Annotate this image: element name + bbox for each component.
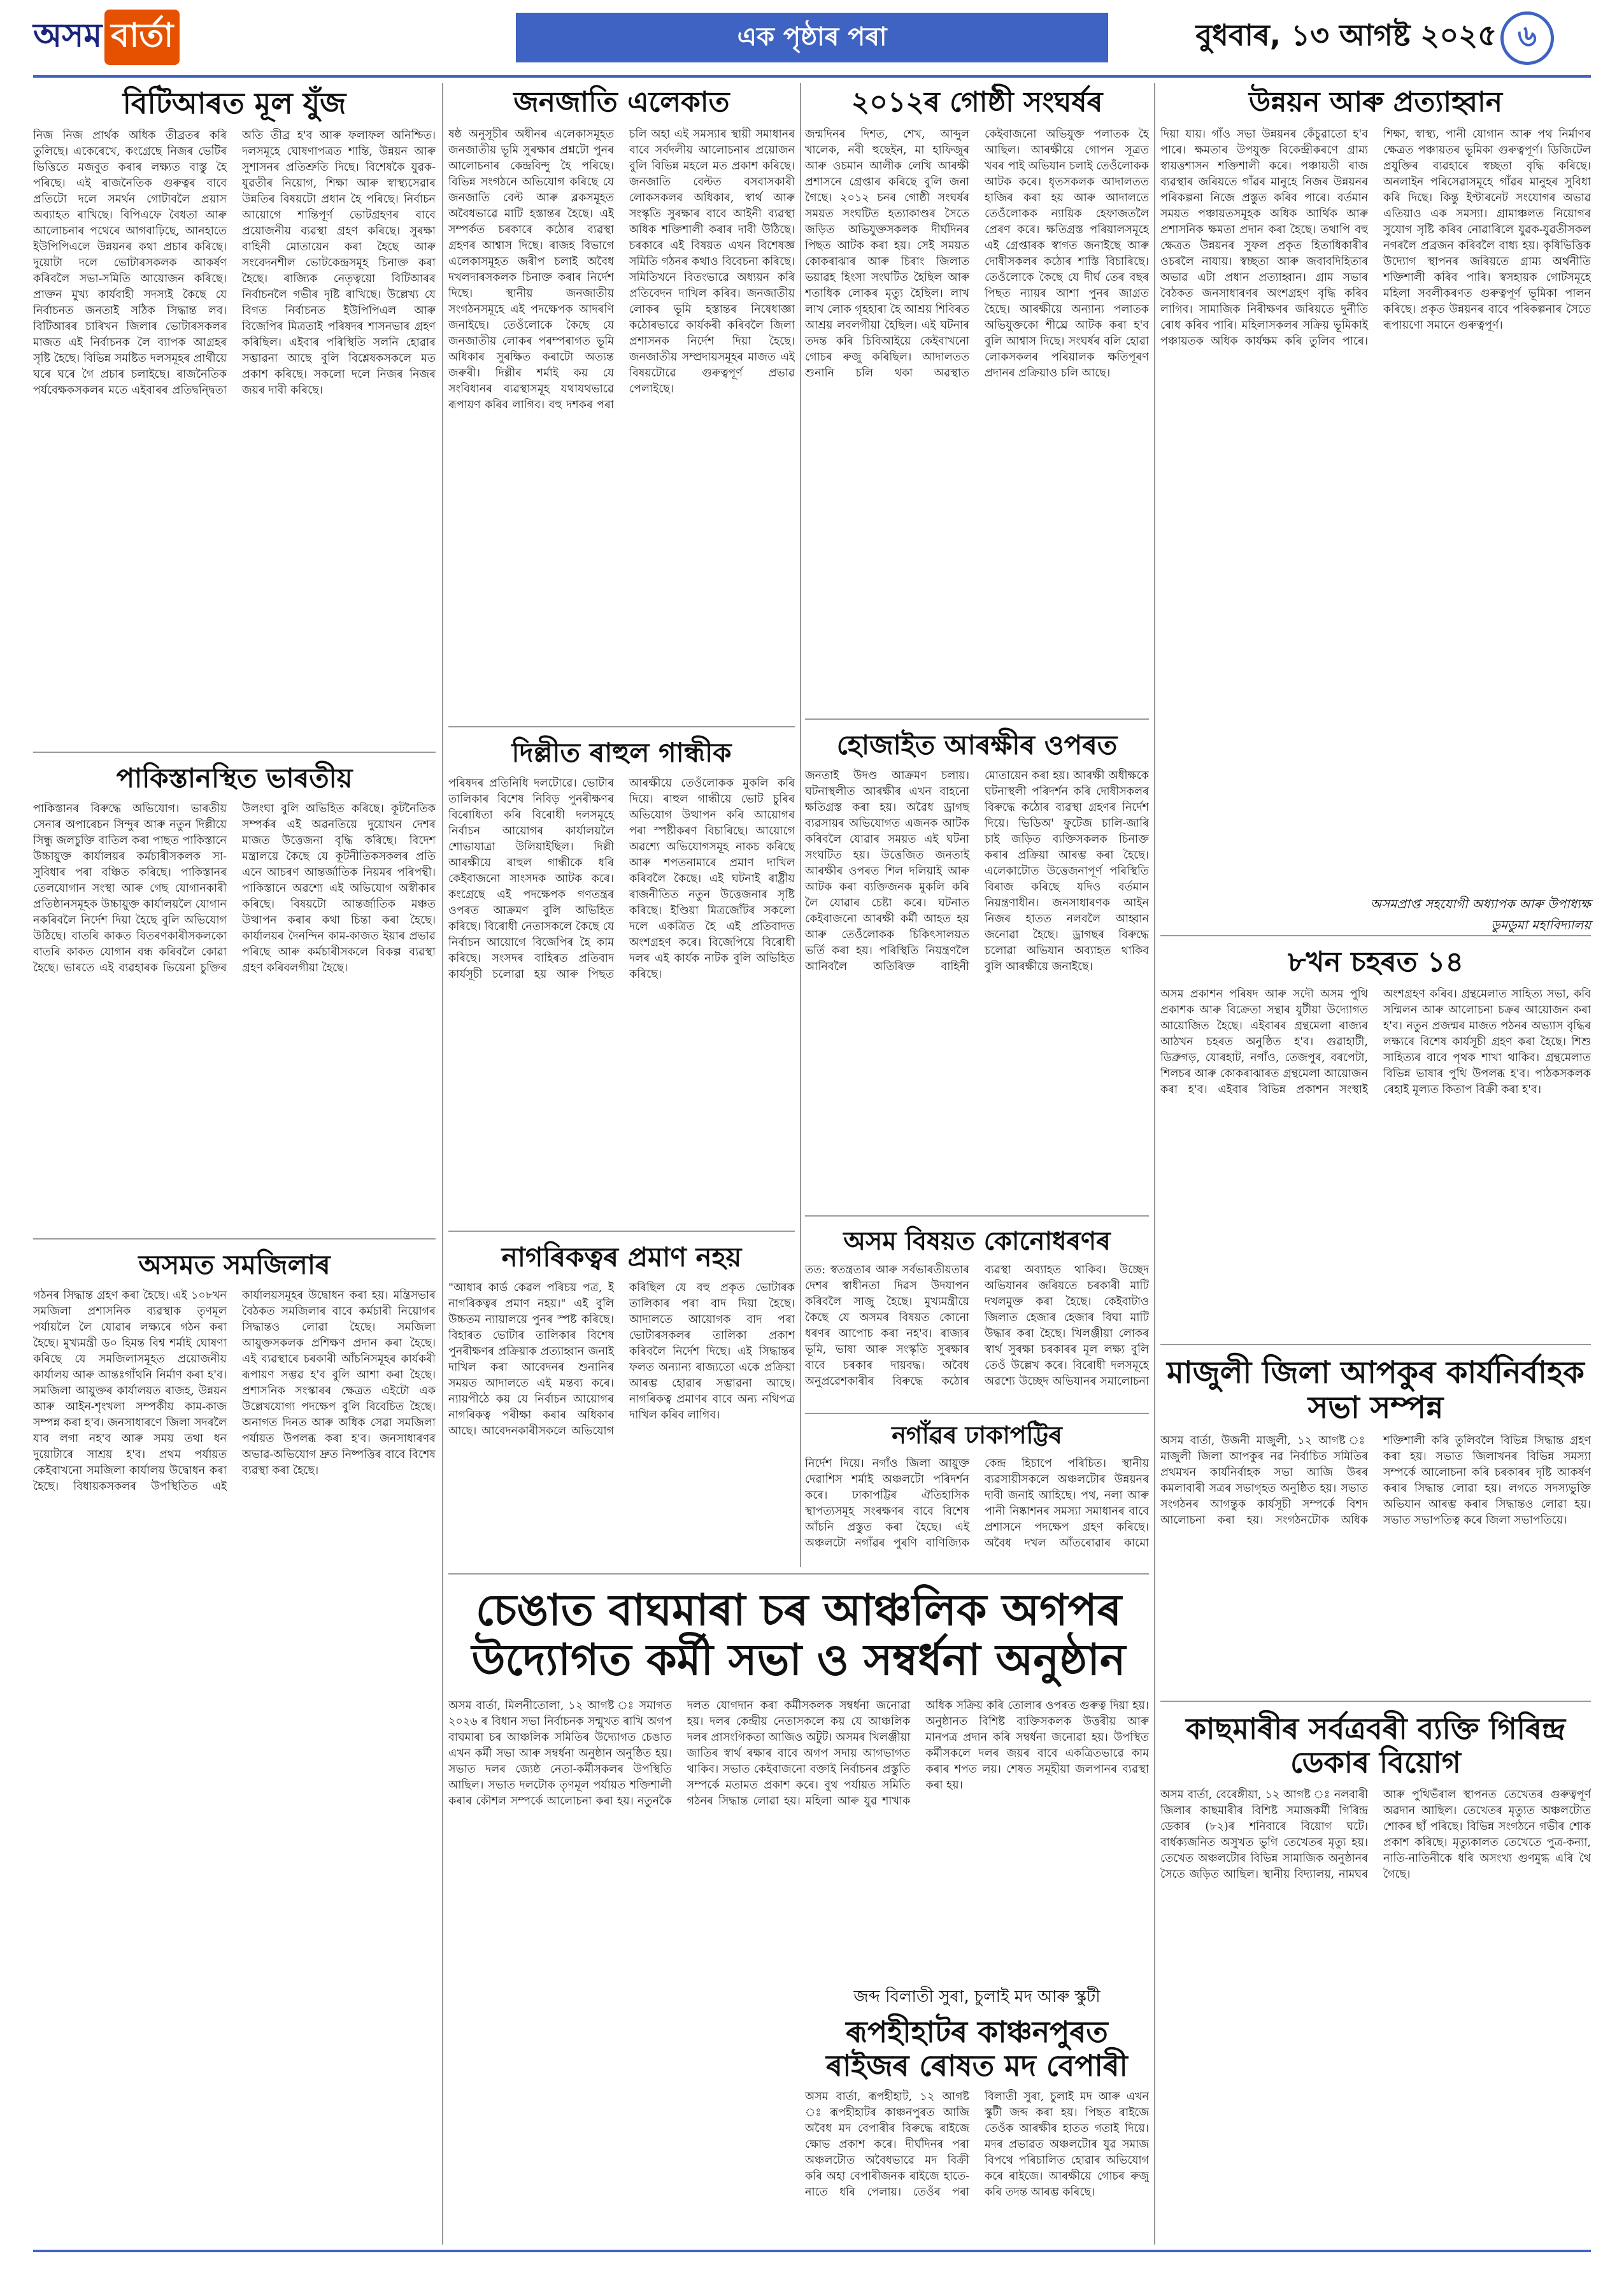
divider [805,718,1149,720]
author-credit-college: ডুমডুমা মহাবিদ্যালয় [1491,917,1591,932]
headline: হোজাইত আৰক্ষীৰ ওপৰত [836,729,1118,761]
article-body: জনতাই উদণ্ড আক্ৰমণ চলায়। ঘটনাস্থলীত আৰক্ষীৰ এখন বাহনো ক্ষতিগ্ৰস্ত কৰা হয়। অৱৈধ ড্ৰাগছ ব্যৱসায়ৰ অভিযোগত এজনক আটক কৰিবলৈ যোৱাৰ সময়ত এই ঘটনা সংঘটিত হয়। উত্তেজিত জনতাই আৰক্ষীৰ ওপৰত শিল দলিয়াই আৰু আটক কৰা ব্যক্তিজনক মুকলি কৰি লৈ যোৱাৰ চেষ্টা কৰে। ঘটনাত কেইবাজনো আৰক্ষী কৰ্মী আহত হয় আৰু তেওঁলোকক চিকিৎসালয়ত ভৰ্তি কৰা হয়। পৰিস্থিতি নিয়ন্ত্ৰণলৈ আনিবলৈ অতিৰিক্ত বাহিনী মোতায়েন কৰা হয়। আৰক্ষী অধীক্ষকে ঘটনাস্থলী পৰিদৰ্শন কৰি দোষীসকলৰ বিৰুদ্ধে কঠোৰ ব্যৱস্থা গ্ৰহণৰ নিৰ্দেশ দিয়ে। ভিডিঅ' ফুটেজ চালি-জাৰি চাই জড়িত ব্যক্তিসকলক চিনাক্ত কৰাৰ প্ৰক্ৰিয়া আৰম্ভ কৰা হৈছে। এলেকাটোত উত্তেজনাপূৰ্ণ পৰিস্থিতি বিৰাজ কৰিছে যদিও বৰ্তমান নিয়ন্ত্ৰণাধীন। জনসাধাৰণক আইন নিজৰ হাতত নলবলৈ আহ্বান জনোৱা হৈছে। ড্ৰাগছৰ বিৰুদ্ধে চলোৱা অভিযান অব্যাহত থাকিব বুলি আৰক্ষীয়ে জনাইছে। [805,769,1149,974]
article-rupahihat [805,1981,1149,2245]
masthead [0,0,1624,75]
headline: অসমত সমজিলাৰ [138,1249,331,1280]
headline: জনজাতি এলেকাত [513,86,730,118]
author-credit-role: অসমপ্ৰাপ্ত সহযোগী অধ্যাপক আৰু উপাধ্যক্ষ [1370,896,1591,911]
page-number: ৬ [1500,11,1554,65]
article-janajati [448,83,795,720]
footer-rule [33,2250,1591,2252]
article-body: অসম প্ৰকাশন পৰিষদ আৰু সদৌ অসম পুথি প্ৰকাশক আৰু বিক্ৰেতা সন্থাৰ যুটীয়া উদ্যোগত আয়োজিত হৈছে। এইবাৰৰ গ্ৰন্থমেলা ৰাজ্যৰ আঠখন চহৰত অনুষ্ঠিত হ'ব। গুৱাহাটী, ডিব্ৰুগড়, যোৰহাট, নগাঁও, তেজপুৰ, বৰপেটা, শিলচৰ আৰু কোকৰাঝাৰত গ্ৰন্থমেলা আয়োজন কৰা হ'ব। এইবাৰ বিভিন্ন প্ৰকাশন সংস্থাই অংশগ্ৰহণ কৰিব। গ্ৰন্থমেলাত সাহিত্য সভা, কবি সন্মিলন আৰু আলোচনা চক্ৰৰ আয়োজন কৰা হ'ব। নতুন প্ৰজন্মৰ মাজত পঠনৰ অভ্যাস বৃদ্ধিৰ লক্ষ্যৰে বিশেষ কাৰ্যসূচী গ্ৰহণ কৰা হৈছে। শিশু সাহিত্যৰ বাবে পৃথক শাখা থাকিব। গ্ৰন্থমেলাত বিভিন্ন ভাষাৰ পুথি উপলব্ধ হ'ব। পাঠকসকলক ৰেহাই মূল্যত কিতাপ বিক্ৰী কৰা হ'ব। [1160,987,1591,1096]
column-divider [1154,83,1155,2245]
article-majuli [1160,1352,1591,1696]
headline: উন্নয়ন আৰু প্ৰত্যাহ্বান [1248,86,1503,118]
article-body: অসম বাৰ্তা, ৰূপহীহাট, ১২ আগষ্ট ঃ ৰূপহীহাটৰ কাঞ্চনপুৰত আজি অবৈধ মদ বেপাৰীৰ বিৰুদ্ধে ৰাইজে ক্ষোভ প্ৰকাশ কৰে। দীৰ্ঘদিনৰ পৰা অঞ্চলটোত অবৈধভাৱে মদ বিক্ৰী কৰি অহা বেপাৰীজনক ৰাইজে হাতে-নাতে ধৰি পেলায়। তেওঁৰ পৰা বিলাতী সুৰা, চুলাই মদ আৰু এখন স্কুটী জব্দ কৰা হয়। পিছত ৰাইজে তেওঁক আৰক্ষীৰ হাতত গতাই দিয়ে। মদৰ প্ৰভাৱত অঞ্চলটোৰ যুৱ সমাজ বিপথে পৰিচালিত হোৱাৰ অভিযোগ কৰে ৰাইজে। আৰক্ষীয়ে গোচৰ ৰুজু কৰি তদন্ত আৰম্ভ কৰিছে। [805,2090,1149,2199]
article-body: অসম বাৰ্তা, বেৰেঙ্গীয়া, ১২ আগষ্ট ঃ নলবাৰী জিলাৰ কাছমাৰীৰ বিশিষ্ট সমাজকৰ্মী গিৰিন্দ্ৰ ডেকাৰ (৮২)ৰ শনিবাৰে বিয়োগ ঘটে। বাৰ্ধক্যজনিত অসুখত ভুগি তেখেতৰ মৃত্যু হয়। তেখেত অঞ্চলটোৰ বিভিন্ন সামাজিক অনুষ্ঠানৰ সৈতে জড়িত আছিল। স্থানীয় বিদ্যালয়, নামঘৰ আৰু পুথিভঁৰাল স্থাপনত তেখেতৰ গুৰুত্বপূৰ্ণ অৱদান আছিল। তেখেতৰ মৃত্যুত অঞ্চলটোত শোকৰ ছাঁ পৰিছে। বিভিন্ন সংগঠনে গভীৰ শোক প্ৰকাশ কৰিছে। মৃত্যুকালত তেখেতে পুত্ৰ-কন্যা, নাতি-নাতিনীকে ধৰি অসংখ্য গুণমুগ্ধ এৰি থৈ গৈছে। [1160,1788,1591,1881]
headline: পাকিস্তানস্থিত ভাৰতীয় [116,762,353,794]
headline: দিল্লীত ৰাহুল গান্ধীক [511,737,732,768]
headline: ২০১২ৰ গোষ্ঠী সংঘৰ্ষৰ [851,86,1103,118]
headline: বিটিআৰত মূল যুঁজ [122,86,346,120]
divider [448,1231,795,1232]
article-body: নিৰ্দেশ দিয়ে। নগাঁও জিলা আয়ুক্ত দেৱাশিস শৰ্মাই অঞ্চলটো পৰিদৰ্শন কৰে। ঢাকাপট্টিৰ ঐতিহাসিক স্থাপত্যসমূহ সংৰক্ষণৰ বাবে বিশেষ আঁচনি প্ৰস্তুত কৰা হৈছে। এই অঞ্চলটো নগাঁৱৰ পুৰণি বাণিজ্যিক কেন্দ্ৰ হিচাপে পৰিচিত। স্থানীয় ব্যৱসায়ীসকলে অঞ্চলটোৰ উন্নয়নৰ দাবী জনাই আহিছে। পথ, নলা আৰু পানী নিষ্কাশনৰ সমস্যা সমাধানৰ বাবে প্ৰশাসনে পদক্ষেপ গ্ৰহণ কৰিছে। অবৈধ দখল আঁতৰোৱাৰ কামো [805,1457,1149,1550]
divider [805,1215,1149,1217]
headline: ৮খন চহৰত ১৪ [1287,946,1464,978]
article-bitir-mul [33,83,436,745]
article-body: "আধাৰ কাৰ্ড কেৱল পৰিচয় পত্ৰ, ই নাগৰিকত্বৰ প্ৰমাণ নহয়।" এই বুলি উচ্চতম ন্যায়ালয়ে পুনৰ স্পষ্ট কৰিছে। বিহাৰত ভোটাৰ তালিকাৰ বিশেষ পুনৰীক্ষণৰ প্ৰক্ৰিয়াক প্ৰত্যাহ্বান জনাই দাখিল কৰা আবেদনৰ শুনানিৰ সময়ত আদালতে এই মন্তব্য কৰে। ন্যায়পীঠে কয় যে নিৰ্বাচন আয়োগৰ নাগৰিকত্ব পৰীক্ষা কৰাৰ অধিকাৰ আছে। আবেদনকাৰীসকলে অভিযোগ কৰিছিল যে বহু প্ৰকৃত ভোটাৰক তালিকাৰ পৰা বাদ দিয়া হৈছে। আদালতে আয়োগক বাদ পৰা ভোটাৰসকলৰ তালিকা প্ৰকাশ কৰিবলৈ নিৰ্দেশ দিছে। এই সিদ্ধান্তৰ ফলত অন্যান্য ৰাজ্যতো একে প্ৰক্ৰিয়া আৰম্ভ হোৱাৰ সম্ভাৱনা আছে। নাগৰিকত্ব প্ৰমাণৰ বাবে অন্য নথিপত্ৰ দাখিল কৰিব লাগিব। [448,1282,795,1438]
article-body: জন্মদিনৰ দিশত, শেখ, আব্দুল খালেক, নবী হুছেইন, মা হাফিজুৰ আৰু ওচমান আলীক লেখি আৰক্ষী প্ৰশাসনে গ্ৰেপ্তাৰ কৰিছে বুলি জনা গৈছে। ২০১২ চনৰ গোষ্ঠী সংঘৰ্ষৰ সময়ত সংঘটিত হত্যাকাণ্ডৰ সৈতে জড়িত অভিযুক্তসকলক দীৰ্ঘদিনৰ পিছত আটক কৰা হয়। সেই সময়ত কোকৰাঝাৰ আৰু চিৰাং জিলাত ভয়াৱহ হিংসা সংঘটিত হৈছিল আৰু শতাধিক লোকৰ মৃত্যু হৈছিল। লাখ লাখ লোক গৃহহাৰা হৈ আশ্ৰয় শিবিৰত আশ্ৰয় লবলগীয়া হৈছিল। এই ঘটনাৰ তদন্ত কৰি চিবিআইয়ে কেইবাখনো গোচৰ ৰুজু কৰিছিল। আদালতত শুনানি চলি থকা অৱস্থাত কেইবাজনো অভিযুক্ত পলাতক হৈ আছিল। আৰক্ষীয়ে গোপন সূত্ৰত খবৰ পাই অভিযান চলাই তেওঁলোকক আটক কৰে। ধৃতসকলক আদালতত হাজিৰ কৰা হয় আৰু আদালতে তেওঁলোকক ন্যায়িক হেফাজতলৈ প্ৰেৰণ কৰে। ক্ষতিগ্ৰস্ত পৰিয়ালসমূহে এই গ্ৰেপ্তাৰক স্বাগত জনাইছে আৰু দোষীসকলৰ কঠোৰ শাস্তি বিচাৰিছে। তেওঁলোকে কৈছে যে দীৰ্ঘ তেৰ বছৰ পিছত ন্যায়ৰ আশা পুনৰ জাগ্ৰত হৈছে। আৰক্ষীয়ে অন্যান্য পলাতক অভিযুক্তকো শীঘ্ৰে আটক কৰা হ'ব বুলি আশ্বাস দিছে। সংঘৰ্ষৰ বলি হোৱা লোকসকলৰ পৰিয়ালক ক্ষতিপূৰণ প্ৰদানৰ প্ৰক্ৰিয়াও চলি আছে। [805,127,1149,380]
article-pakistan [33,759,436,1231]
section-band: এক পৃষ্ঠাৰ পৰা [516,13,1108,62]
headline: মাজুলী জিলা আপকুৰ কাৰ্যনিৰ্বাহক সভা সম্পন্ন [1167,1355,1585,1426]
column-divider [800,83,801,1567]
article-body: পৰিষদৰ প্ৰতিনিধি দলটোৱে। ভোটাৰ তালিকাৰ বিশেষ নিবিড় পুনৰীক্ষণৰ বিৰোধিতা কৰি বিৰোধী দলসমূহে নিৰ্বাচন আয়োগৰ কাৰ্যালয়লৈ শোভাযাত্ৰা উলিয়াইছিল। দিল্লী আৰক্ষীয়ে ৰাহুল গান্ধীকে ধৰি কেইবাজনো সাংসদক আটক কৰে। কংগ্ৰেছে এই পদক্ষেপক গণতন্ত্ৰৰ ওপৰত আক্ৰমণ বুলি অভিহিত কৰিছে। বিৰোধী নেতাসকলে কৈছে যে নিৰ্বাচন আয়োগে বিজেপিৰ হৈ কাম কৰিছে। সংসদৰ বাহিৰত প্ৰতিবাদ কাৰ্যসূচী চলোৱা হয় আৰু পিছত আৰক্ষীয়ে তেওঁলোকক মুকলি কৰি দিয়ে। ৰাহুল গান্ধীয়ে ভোট চুৰিৰ অভিযোগ উত্থাপন কৰি আয়োগৰ পৰা স্পষ্টীকৰণ বিচাৰিছে। আয়োগে অৱশ্যে অভিযোগসমূহ নাকচ কৰিছে আৰু শপতনামাৰে প্ৰমাণ দাখিল কৰিবলৈ কৈছে। এই ঘটনাই ৰাষ্ট্ৰীয় ৰাজনীতিত নতুন উত্তেজনাৰ সৃষ্টি কৰিছে। ইণ্ডিয়া মিত্ৰজোঁটৰ সকলো দলে একত্ৰিত হৈ এই প্ৰতিবাদত অংশগ্ৰহণ কৰে। বিজেপিয়ে বিৰোধী দলৰ এই কাৰ্যক নাটক বুলি অভিহিত কৰিছে। [448,777,795,982]
newspaper-logo[interactable] [33,6,180,68]
divider [1160,1701,1591,1702]
article-nagaon [805,1419,1149,1567]
column-divider [442,83,443,2245]
divider [1160,1344,1591,1345]
article-nagarikatwa [448,1238,795,1569]
headline: অসম বিষয়ত কোনোধৰণৰ [843,1227,1111,1256]
article-chaharat [1160,943,1591,1338]
article-body: পাকিস্তানৰ বিৰুদ্ধে অভিযোগ। ভাৰতীয় সেনাৰ অপাৰেচন সিন্দুৰ আৰু নতুন দিল্লীয়ে সিন্ধু জলচুক্তি বাতিল কৰা পাছত পাকিস্তানে উচ্চায়ুক্ত কাৰ্যালয়ৰ কৰ্মচাৰীসকলক সা-সুবিধাৰ পৰা বঞ্চিত কৰিছে। পাকিস্তানৰ তেলযোগান সংস্থা আৰু গেছ যোগানকাৰী প্ৰতিষ্ঠানসমূহক উচ্চায়ুক্ত কাৰ্যালয়লৈ যোগান নকৰিবলৈ নিৰ্দেশ দিয়া হৈছে বুলি অভিযোগ উঠিছে। বাতৰি কাকত বিতৰণকাৰীসকলকো বাতৰি কাকত যোগান বন্ধ কৰিবলৈ কোৱা হৈছে। ভাৰতে এই ব্যৱহাৰক ভিয়েনা চুক্তিৰ উলংঘা বুলি অভিহিত কৰিছে। কূটনৈতিক সম্পৰ্কৰ এই অৱনতিয়ে দুয়োখন দেশৰ মাজত উত্তেজনা বৃদ্ধি কৰিছে। বিদেশ মন্ত্ৰালয়ে কৈছে যে কূটনীতিকসকলৰ প্ৰতি এনে আচৰণ আন্তৰ্জাতিক নিয়মৰ পৰিপন্থী। পাকিস্তানে অৱশ্যে এই অভিযোগ অস্বীকাৰ কৰিছে। বিষয়টো আন্তৰ্জাতিক মঞ্চত উত্থাপন কৰাৰ কথা চিন্তা কৰা হৈছে। কাৰ্যালয়ৰ দৈনন্দিন কাম-কাজত ইয়াৰ প্ৰভাৱ পৰিছে আৰু কৰ্মচাৰীসকলে বিকল্প ব্যৱস্থা গ্ৰহণ কৰিবলগীয়া হৈছে। [33,803,436,975]
divider [33,752,436,753]
headline: কাছমাৰীৰ সৰ্বত্ৰবৰী ব্যক্তি গিৰিন্দ্ৰ ডেকাৰ বিয়োগ [1185,1711,1566,1780]
logo-part-1: অসম [33,16,103,55]
article-kachhamari [1160,1708,1591,2246]
headline: নগাঁৱৰ ঢাকাপট্টিৰ [892,1421,1062,1449]
headline: চেঙাত বাঘমাৰা চৰ আঞ্চলিক অগপৰ উদ্যোগত কৰ্মী সভা ও সম্বৰ্ধনা অনুষ্ঠান [471,1585,1126,1686]
logo-part-2: বাৰ্তা [104,10,180,65]
article-body: নিজ নিজ প্ৰাৰ্থক অধিক তীব্ৰতৰ কৰি তুলিছে। একেৰেখে, কংগ্ৰেছে নিজৰ ভেটিৰ ভিত্তিতে মজবুত কৰাৰ লক্ষ্যত বাস্তু হৈ পৰিছে। এই ৰাজনৈতিক গুৰুত্বৰ বাবে প্ৰতিটো দলে সমৰ্থন গোটাবলৈ প্ৰয়াস অব্যাহত ৰাখিছে। বিপিএফে বৈধতা আৰু আলোচনাৰ পথেৰে আগবাঢ়িছে, আনহাতে ইউপিপিএলে উন্নয়নৰ কথা প্ৰচাৰ কৰিছে। দুয়োটা দলে ভোটাৰসকলক আকৰ্ষণ কৰিবলৈ সভা-সমিতি আয়োজন কৰিছে। প্ৰাক্তন মুখ্য কাৰ্যবাহী সদস্যই কৈছে যে নিৰ্বাচনত জনতাই সঠিক সিদ্ধান্ত লব। বিটিআৰৰ চাৰিখন জিলাৰ ভোটাৰসকলৰ মাজত এই নিৰ্বাচনক লৈ ব্যাপক আগ্ৰহৰ সৃষ্টি হৈছে। বিভিন্ন সমষ্টিত দলসমূহৰ প্ৰাৰ্থীয়ে ঘৰে ঘৰে গৈ প্ৰচাৰ চলাইছে। ৰাজনৈতিক পৰ্যবেক্ষকসকলৰ মতে এইবাৰৰ প্ৰতিদ্বন্দ্বিতা অতি তীব্ৰ হ'ব আৰু ফলাফল অনিশ্চিত। দলসমূহে ঘোষণাপত্ৰত শান্তি, উন্নয়ন আৰু সুশাসনৰ প্ৰতিশ্ৰুতি দিছে। বিশেষকৈ যুৱক-যুৱতীৰ নিয়োগ, শিক্ষা আৰু স্বাস্থ্যসেৱাৰ উন্নতিৰ বিষয়টো প্ৰধান হৈ পৰিছে। নিৰ্বাচন আয়োগে শান্তিপূৰ্ণ ভোটগ্ৰহণৰ বাবে প্ৰয়োজনীয় ব্যৱস্থা গ্ৰহণ কৰিছে। সুৰক্ষা বাহিনী মোতায়েন কৰা হৈছে আৰু সংবেদনশীল ভোটকেন্দ্ৰসমূহ চিনাক্ত কৰা হৈছে। ৰাজ্যিক নেতৃত্বয়ো বিটিআৰৰ নিৰ্বাচনলৈ গভীৰ দৃষ্টি ৰাখিছে। উল্লেখ্য যে বিগত নিৰ্বাচনত ইউপিপিএল আৰু বিজেপিৰ মিত্ৰতাই পৰিষদৰ শাসনভাৰ গ্ৰহণ কৰিছিল। এইবাৰ পৰিস্থিতি সলনি হোৱাৰ সম্ভাৱনা আছে বুলি বিশ্লেষকসকলে মত প্ৰকাশ কৰিছে। সকলো দলে নিজৰ নিজৰ জয়ৰ দাবী কৰিছে। [33,129,436,397]
divider [448,726,795,727]
headline: নাগৰিকত্বৰ প্ৰমাণ নহয় [501,1241,742,1273]
header-rule [33,75,1591,78]
article-body: অসম বাৰ্তা, উজনী মাজুলী, ১২ আগষ্ট ঃ মাজুলী জিলা আপকুৰ নৱ নিৰ্বাচিত সমিতিৰ প্ৰথমখন কাৰ্যনিৰ্বাহক সভা আজি উৰৰ কমলাবাৰী সত্ৰৰ সভাগৃহত অনুষ্ঠিত হয়। সভাত সংগঠনৰ আগন্তুক কাৰ্যসূচী সম্পৰ্কে বিশদ আলোচনা কৰা হয়। সংগঠনটোক অধিক শক্তিশালী কৰি তুলিবলৈ বিভিন্ন সিদ্ধান্ত গ্ৰহণ কৰা হয়। সভাত জিলাখনৰ বিভিন্ন সমস্যা সম্পৰ্কে আলোচনা কৰি চৰকাৰৰ দৃষ্টি আকৰ্ষণ কৰাৰ সিদ্ধান্ত লোৱা হয়। লগতে সদস্যভুক্তি অভিযান আৰম্ভ কৰাৰ সিদ্ধান্তও লোৱা হয়। সভাত সভাপতিত্ব কৰে জিলা সভাপতিয়ে। [1160,1434,1591,1527]
article-goshthi [805,83,1149,713]
kicker: জব্দ বিলাতী সুৰা, চুলাই মদ আৰু স্কুটী [853,1987,1100,2006]
article-body: তত: স্বতন্ত্ৰতাৰ আৰু সৰ্বভাৰতীয়তাৰ দেশৰ স্বাধীনতা দিৱস উদযাপন কৰিবলৈ সাজু হৈছে। মুখ্যমন্ত্ৰীয়ে কৈছে যে অসমৰ বিষয়ত কোনো ধৰণৰ আপোচ কৰা নহ'ব। ৰাজ্যৰ ভূমি, ভাষা আৰু সংস্কৃতি সুৰক্ষাৰ বাবে চৰকাৰ দায়বদ্ধ। অবৈধ অনুপ্ৰৱেশকাৰীৰ বিৰুদ্ধে কঠোৰ ব্যৱস্থা অব্যাহত থাকিব। উচ্ছেদ অভিযানৰ জৰিয়তে চৰকাৰী মাটি দখলমুক্ত কৰা হৈছে। কেইবাটাও জিলাত হেজাৰ হেজাৰ বিঘা মাটি উদ্ধাৰ কৰা হৈছে। খিলঞ্জীয়া লোকৰ স্বাৰ্থ সুৰক্ষা চৰকাৰৰ মূল লক্ষ্য বুলি তেওঁ উল্লেখ কৰে। বিৰোধী দলসমূহে অৱশ্যে উচ্ছেদ অভিযানৰ সমালোচনা [805,1264,1149,1388]
article-rahul [448,734,795,1224]
article-body: ষষ্ঠ অনুসূচীৰ অধীনৰ এলেকাসমূহত জনজাতীয় ভূমি সুৰক্ষাৰ প্ৰশ্নটো পুনৰ আলোচনাৰ কেন্দ্ৰবিন্দু হৈ পৰিছে। বিভিন্ন সংগঠনে অভিযোগ কৰিছে যে জনজাতি বেল্ট আৰু ব্লকসমূহত অবৈধভাৱে মাটি হস্তান্তৰ হৈছে। এই সম্পৰ্কত চৰকাৰে কঠোৰ ব্যৱস্থা গ্ৰহণৰ আশ্বাস দিছে। ৰাজহ বিভাগে এলেকাসমূহত জৰীপ চলাই অবৈধ দখলদাৰসকলক চিনাক্ত কৰাৰ নিৰ্দেশ দিছে। স্থানীয় জনজাতীয় সংগঠনসমূহে এই পদক্ষেপক আদৰণি জনাইছে। তেওঁলোকে কৈছে যে জনজাতীয় লোকৰ পৰম্পৰাগত ভূমি অধিকাৰ সুৰক্ষিত কৰাটো অত্যন্ত জৰুৰী। দিল্লীৰ শৰ্মাই কয় যে সংবিধানৰ ব্যৱস্থাসমূহ যথাযথভাৱে ৰূপায়ণ কৰিব লাগিব। বহু দশকৰ পৰা চলি অহা এই সমস্যাৰ স্থায়ী সমাধানৰ বাবে সৰ্বদলীয় আলোচনাৰ প্ৰয়োজন বুলি বিভিন্ন মহলে মত প্ৰকাশ কৰিছে। জনজাতি বেল্টত বসবাসকাৰী লোকসকলৰ অধিকাৰ, স্বাৰ্থ আৰু সংস্কৃতি সুৰক্ষাৰ বাবে আইনী ব্যৱস্থা অধিক শক্তিশালী কৰাৰ দাবী উঠিছে। চৰকাৰে এই বিষয়ত এখন বিশেষজ্ঞ সমিতি গঠনৰ কথাও বিবেচনা কৰিছে। সমিতিখনে বিতংভাৱে অধ্যয়ন কৰি প্ৰতিবেদন দাখিল কৰিব। জনজাতীয় লোকৰ ভূমি হস্তান্তৰ নিষেধাজ্ঞা কঠোৰভাৱে কাৰ্যকৰী কৰিবলৈ জিলা প্ৰশাসনক নিৰ্দেশ দিয়া হৈছে। জনজাতীয় সম্প্ৰদায়সমূহৰ মাজত এই বিষয়টোৱে গুৰুত্বপূৰ্ণ প্ৰভাৱ পেলাইছে। [448,127,795,411]
divider [805,1413,1149,1414]
headline: ৰূপহীহাটৰ কাঞ্চনপুৰত ৰাইজৰ ৰোষত মদ বেপাৰী [826,2015,1128,2083]
article-samajila [33,1246,436,2246]
article-body: দিয়া যায়। গাঁও সভা উন্নয়নৰ কেঁচুৱাতো হ'ব পাৰে। ক্ষমতাৰ উপযুক্ত বিকেন্দ্ৰীকৰণে গ্ৰাম্য স্বায়ত্তশাসন শক্তিশালী কৰে। পঞ্চায়তী ৰাজ ব্যৱস্থাৰ জৰিয়তে গাঁৱৰ মানুহে নিজৰ উন্নয়নৰ পৰিকল্পনা নিজে প্ৰস্তুত কৰিব পাৰে। বৰ্তমান সময়ত পঞ্চায়তসমূহক অধিক আৰ্থিক আৰু প্ৰশাসনিক ক্ষমতা প্ৰদান কৰা হৈছে। তথাপি বহু ক্ষেত্ৰত উন্নয়নৰ সুফল প্ৰকৃত হিতাধিকাৰীৰ ওচৰলৈ নাযায়। স্বচ্ছতা আৰু জবাবদিহিতাৰ অভাৱ এটা প্ৰধান প্ৰত্যাহ্বান। গ্ৰাম সভাৰ বৈঠকত জনসাধাৰণৰ অংশগ্ৰহণ বৃদ্ধি কৰিব লাগিব। সামাজিক নিৰীক্ষণৰ জৰিয়তে দুৰ্নীতি ৰোধ কৰিব পাৰি। মহিলাসকলৰ সক্ৰিয় ভূমিকাই পঞ্চায়তক অধিক কাৰ্যক্ষম কৰি তুলিব পাৰে। শিক্ষা, স্বাস্থ্য, পানী যোগান আৰু পথ নিৰ্মাণৰ ক্ষেত্ৰত পঞ্চায়তৰ ভূমিকা গুৰুত্বপূৰ্ণ। ডিজিটেল প্ৰযুক্তিৰ ব্যৱহাৰে স্বচ্ছতা বৃদ্ধি কৰিছে। অনলাইন পৰিসেৱাসমূহে গাঁৱৰ মানুহৰ সুবিধা কৰি দিছে। কিন্তু ইণ্টাৰনেট সংযোগৰ অভাৱ এতিয়াও এক সমস্যা। গ্ৰামাঞ্চলত নিয়োগৰ সুযোগ সৃষ্টি কৰিব নোৱাৰিলে যুৱক-যুৱতীসকল নগৰলৈ প্ৰব্ৰজন কৰিবলৈ বাধ্য হয়। কৃষিভিত্তিক উদ্যোগ স্থাপনৰ জৰিয়তে গ্ৰাম্য অৰ্থনীতি শক্তিশালী কৰিব পাৰি। স্বসহায়ক গোটসমূহে মহিলা সবলীকৰণত গুৰুত্বপূৰ্ণ ভূমিকা পালন কৰিছে। প্ৰকৃত উন্নয়নৰ বাবে পৰিকল্পনাৰ সৈতে ৰূপায়ণো সমানে গুৰুত্বপূৰ্ণ। [1160,127,1591,348]
article-body: অসম বাৰ্তা, মিলনীতোলা, ১২ আগষ্ট ঃ সমাগত ২০২৬ ৰ বিধান সভা নিৰ্বাচনক সন্মুখত ৰাখি অগপ বাঘমাৰা চৰ আঞ্চলিক সমিতিৰ উদ্যোগত চেঙাত এখন কৰ্মী সভা আৰু সম্বৰ্ধনা অনুষ্ঠান অনুষ্ঠিত হয়। সভাত দলৰ জ্যেষ্ঠ নেতা-কৰ্মীসকলৰ উপস্থিতি আছিল। সভাত দলটোক তৃণমূল পৰ্যায়ত শক্তিশালী কৰাৰ কৌশল সম্পৰ্কে আলোচনা কৰা হয়। নতুনকৈ দলত যোগদান কৰা কৰ্মীসকলক সম্বৰ্ধনা জনোৱা হয়। দলৰ কেন্দ্ৰীয় নেতাসকলে কয় যে আঞ্চলিক দলৰ প্ৰাসংগিকতা আজিও অটুট। অসমৰ খিলঞ্জীয়া জাতিৰ স্বাৰ্থ ৰক্ষাৰ বাবে অগপ সদায় আগভাগত থাকিব। সভাত কেইবাজনো বক্তাই নিৰ্বাচনৰ প্ৰস্তুতি সম্পৰ্কে মতামত প্ৰকাশ কৰে। বুথ পৰ্যায়ত সমিতি গঠনৰ সিদ্ধান্ত লোৱা হয়। মহিলা আৰু যুৱ শাখাক অধিক সক্ৰিয় কৰি তোলাৰ ওপৰত গুৰুত্ব দিয়া হয়। অনুষ্ঠানত বিশিষ্ট ব্যক্তিসকলক উত্তৰীয় আৰু মানপত্ৰ প্ৰদান কৰি সম্বৰ্ধনা জনোৱা হয়। উপস্থিত কৰ্মীসকলে দলৰ জয়ৰ বাবে একত্ৰিতভাৱে কাম কৰাৰ শপত লয়। শেষত সমূহীয়া জলপানৰ ব্যৱস্থা কৰা হয়। [448,1699,1149,1808]
divider [448,1573,1149,1575]
article-kono-dharan [805,1223,1149,1408]
issue-date: বুধবাৰ, ১৩ আগষ্ট ২০২৫ [1195,18,1497,52]
article-body: গঠনৰ সিদ্ধান্ত গ্ৰহণ কৰা হৈছে। এই ১০৮খন সমজিলা প্ৰশাসনিক ব্যৱস্থাক তৃণমূল পৰ্যায়লৈ লৈ যোৱাৰ লক্ষ্যৰে গঠন কৰা হৈছে। মুখ্যমন্ত্ৰী ড০ হিমন্ত বিশ্ব শৰ্মাই ঘোষণা কৰিছে যে সমজিলাসমূহত প্ৰয়োজনীয় কাৰ্যালয় আৰু আন্তঃগাঁথনি নিৰ্মাণ কৰা হ'ব। সমজিলা আয়ুক্তৰ কাৰ্যালয়ত ৰাজহ, উন্নয়ন আৰু আইন-শৃংখলা সম্পৰ্কীয় কাম-কাজ সম্পন্ন কৰা হ'ব। জনসাধাৰণে জিলা সদৰলৈ যাব লগা নহ'ব আৰু সময় তথা ধন দুয়োটাৰে সাশ্ৰয় হ'ব। প্ৰথম পৰ্যায়ত কেইবাখনো সমজিলা কাৰ্যালয় উদ্বোধন কৰা হৈছে। বিধায়কসকলৰ উপস্থিতিত এই কাৰ্যালয়সমূহৰ উদ্বোধন কৰা হয়। মন্ত্ৰিসভাৰ বৈঠকত সমজিলাৰ বাবে কৰ্মচাৰী নিয়োগৰ সিদ্ধান্তও লোৱা হৈছে। সমজিলা আয়ুক্তসকলক প্ৰশিক্ষণ প্ৰদান কৰা হৈছে। এই ব্যৱস্থাৰে চৰকাৰী আঁচনিসমূহৰ কাৰ্যকৰী ৰূপায়ণ সম্ভৱ হ'ব বুলি আশা কৰা হৈছে। প্ৰশাসনিক সংস্কাৰৰ ক্ষেত্ৰত এইটো এক উল্লেখযোগ্য পদক্ষেপ বুলি বিবেচিত হৈছে। অনাগত দিনত আৰু অধিক সেৱা সমজিলা পৰ্যায়ত উপলব্ধ কৰা হ'ব। জনসাধাৰণৰ অভাৱ-অভিযোগ দ্ৰুত নিষ্পত্তিৰ বাবে বিশেষ ব্যৱস্থা কৰা হৈছে। [33,1289,436,1494]
divider [1160,935,1591,936]
article-hojai [805,726,1149,1210]
article-unnayan [1160,83,1591,930]
divider [33,1238,436,1239]
